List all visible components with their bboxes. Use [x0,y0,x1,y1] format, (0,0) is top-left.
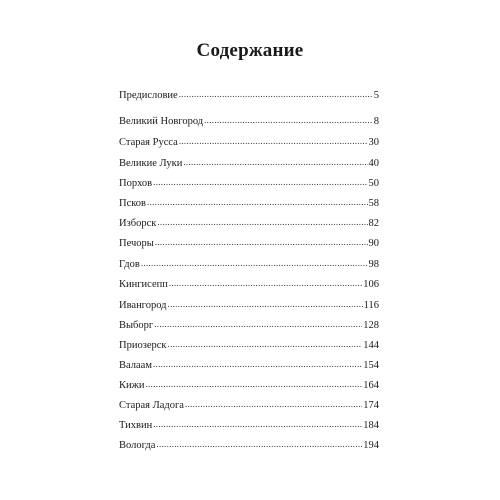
toc-entry [119,114,379,128]
dot-leader [154,317,362,332]
toc-page-number: 164 [363,380,379,391]
toc-page-number: 50 [368,178,379,189]
toc-entry [119,338,379,352]
dot-leader [168,297,363,312]
toc-page-number: 106 [363,279,379,290]
toc-entry [119,236,379,250]
toc-page-number: 5 [373,90,379,101]
toc-page-number: 8 [373,116,379,127]
toc-entry [119,418,379,432]
toc-entry-title: Печоры [119,238,154,249]
toc-entry [119,318,379,332]
toc-page-number: 184 [363,420,379,431]
toc-entry-title: Старая Ладога [119,400,184,411]
dot-leader [185,397,362,412]
toc-page-number: 30 [368,137,379,148]
toc-entry-title: Вологда [119,440,156,451]
dot-leader [141,256,368,271]
toc-page-number: 82 [368,218,379,229]
toc-page-number: 98 [368,259,379,270]
toc-entry [119,135,379,149]
toc-entry-title: Кингисепп [119,279,168,290]
toc-entry-title: Выборг [119,320,154,331]
toc-entry-title: Тихвин [119,420,153,431]
dot-leader [156,437,362,452]
toc-entry-title: Великие Луки [119,158,183,169]
toc-entry [119,438,379,452]
toc-entry-title: Гдов [119,259,140,270]
toc-entry-title: Псков [119,198,147,209]
toc-entry-title: Приозерск [119,340,167,351]
dot-leader [157,215,367,230]
toc-entry-title: Порхов [119,178,153,189]
dot-leader [179,87,373,102]
toc-entry [119,277,379,291]
dot-leader [179,134,368,149]
toc-page-number: 58 [368,198,379,209]
dot-leader [147,195,367,210]
dot-leader [168,337,363,352]
toc-page-number: 116 [363,300,379,311]
dot-leader [183,155,367,170]
toc-page-number: 154 [363,360,379,371]
toc-page-number: 40 [368,158,379,169]
toc-entry-title: Старая Русса [119,137,178,148]
toc-entry-title: Предисловие [119,90,178,101]
toc-entry-title: Ивангород [119,300,167,311]
toc-page-number: 194 [363,440,379,451]
toc-entry [119,257,379,271]
toc-entry [119,156,379,170]
dot-leader [169,276,362,291]
dot-leader [153,175,367,190]
toc-entry-title: Кижи [119,380,145,391]
toc-page-number: 144 [363,340,379,351]
dot-leader [153,417,362,432]
toc-page-number: 128 [363,320,379,331]
dot-leader [155,235,368,250]
toc-entry-title: Изборск [119,218,157,229]
dot-leader [153,357,362,372]
toc-entry [119,88,379,102]
toc-entry-title: Великий Новгород [119,116,204,127]
toc-entry [119,176,379,190]
toc-entry [119,216,379,230]
toc-entry [119,378,379,392]
page-title: Содержание [196,40,304,61]
toc-page-number: 90 [368,238,379,249]
toc-entry [119,298,379,312]
toc-entry [119,398,379,412]
dot-leader [146,377,363,392]
toc-entry-title: Валаам [119,360,152,371]
toc-page-number: 174 [363,400,379,411]
dot-leader [204,113,373,128]
toc-entry [119,196,379,210]
toc-entry [119,358,379,372]
